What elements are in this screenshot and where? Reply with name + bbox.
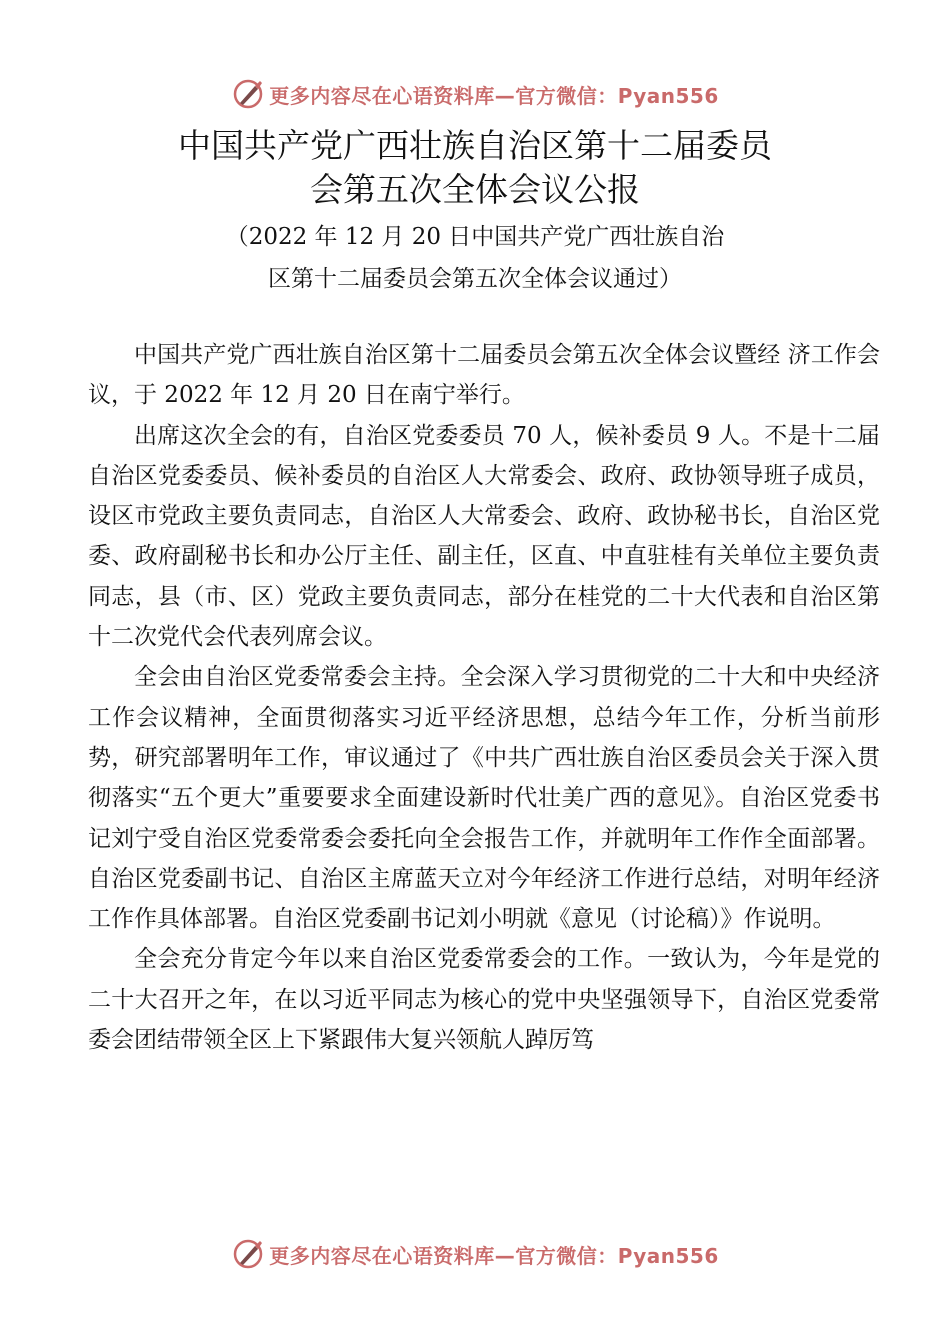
document-title [0, 124, 950, 212]
paragraph-3: 全会由自治区党委常委会主持。全会深入学习贯彻党的二十大和中央经济工作会议精神，全面贯彻落实习近平经济思想，总结今年工作，分析当前形势，研究部署明年工作，审议通过了《中共广西壮族自治区委员会关于深入贯彻落实“五个更大”重要要求全面建设新时代壮美广西的意见》。自治区党委书记刘宁受自治区党委常委会委托向全会报告工作，并就明年工作作全面部署。自治区党委副书记、自治区主席蓝天立对今年经济工作进行总结，对明年经济工作作具体部署。自治区党委副书记刘小明就《意见（讨论稿）》作说明。 [88, 664, 880, 933]
subtitle-line-2: 区第十二届委员会第五次全体会议通过） [268, 266, 682, 292]
watermark-footer [0, 1234, 950, 1274]
watermark-header [0, 74, 950, 114]
document-subtitle [0, 216, 950, 300]
document-body [88, 335, 880, 1060]
paragraph-1: 中国共产党广西壮族自治区第十二届委员会第五次全体会议暨经 济工作会议，于 2022 年 12 月 20 日在南宁举行。 [88, 342, 880, 409]
title-line-1: 中国共产党广西壮族自治区第十二届委员 [178, 126, 772, 165]
watermark-text: 更多内容尽在心语资料库—官方微信：Pyan556 [269, 83, 719, 108]
paragraph-4: 全会充分肯定今年以来自治区党委常委会的工作。一致认为，今年是党的二十大召开之年，在以习近平同志为核心的党中央坚强领导下，自治区党委常委会团结带领全区上下紧跟伟大复兴领航人踔厉笃 [88, 946, 880, 1054]
paragraph-2: 出席这次全会的有，自治区党委委员 70 人，候补委员 9 人。不是十二届自治区党委委员、候补委员的自治区人大常委会、政府、政协领导班子成员，设区市党政主要负责同志，自治区人大常委会、政府、政协秘书长，自治区党委、政府副秘书长和办公厅主任、副主任，区直、中直驻桂有关单位主要负责同志，县（市、区）党政主要负责同志，部分在桂党的二十大代表和自治区第十二次党代会代表列席会议。 [88, 422, 880, 651]
title-line-2: 会第五次全体会议公报 [310, 170, 640, 209]
pen-logo-icon [231, 77, 265, 111]
subtitle-line-1: （2022 年 12 月 20 日中国共产党广西壮族自治 [225, 224, 725, 250]
watermark-text: 更多内容尽在心语资料库—官方微信：Pyan556 [269, 1243, 719, 1268]
pen-logo-icon [231, 1237, 265, 1271]
